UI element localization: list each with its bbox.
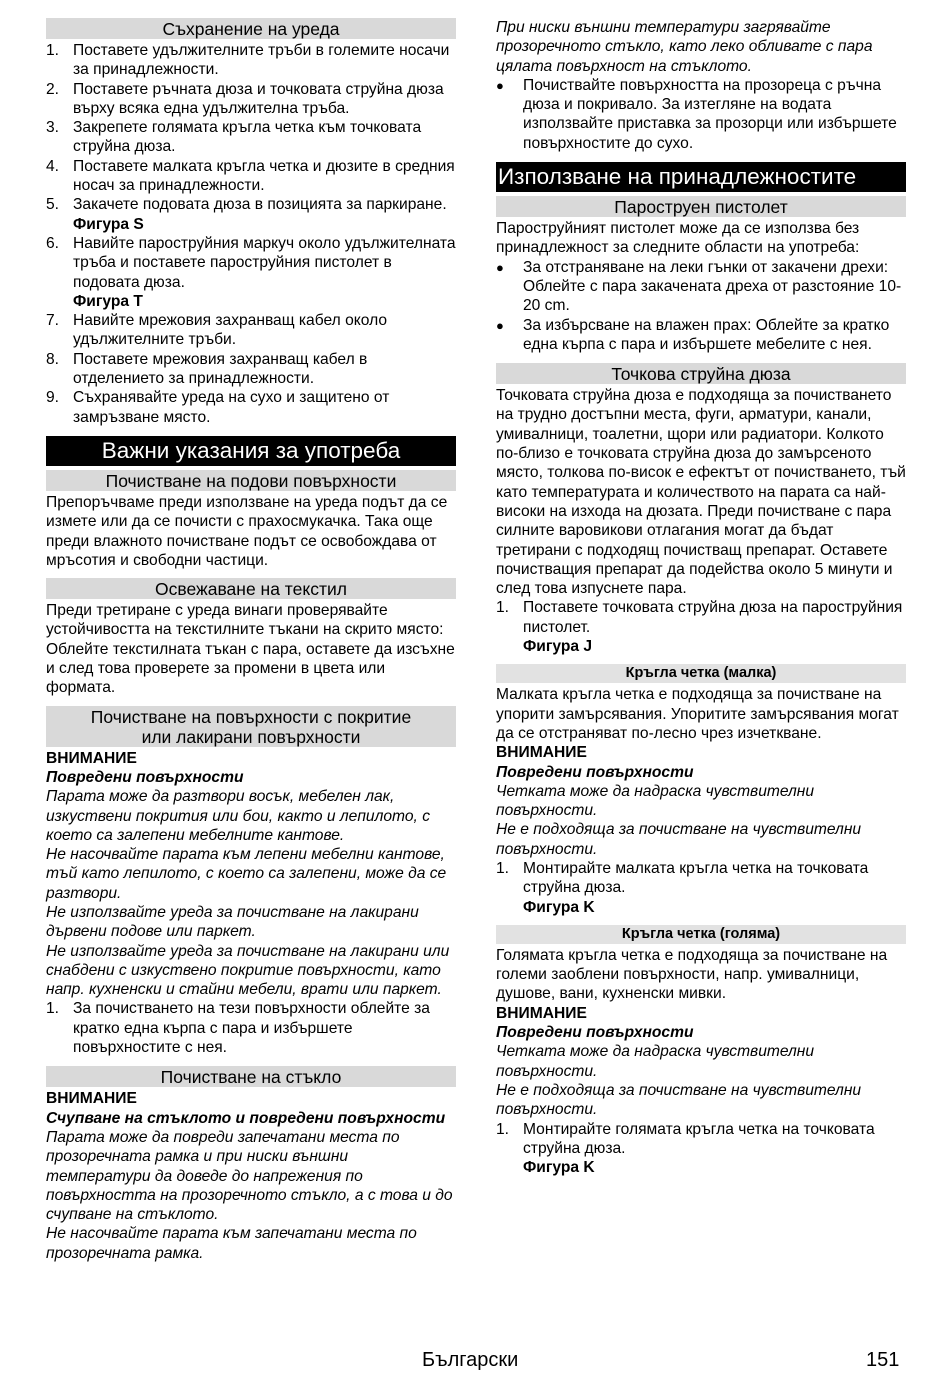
step-number: 1. [496,1120,510,1138]
step-text: Закрепете голямата кръгла четка към точковата струйна дюза. [73,119,422,156]
bullet-text: Почиствайте повърхността на прозореца с ръчна дюза и покривало. За изтегляне на водата използвайте приставка за прозорци или избършете повърхностите до сухо. [523,76,897,152]
step-text: Навийте мрежовия захранващ кабел около удължителните тръби. [73,312,388,349]
step-number: 1. [46,42,60,59]
step-number: 1. [496,599,510,617]
list-item [46,118,456,157]
bullet-item [496,258,906,316]
bullet-icon: ● [496,259,504,275]
section-heading: Почистване на подови повърхности [46,470,456,491]
warning-text: Парата може да повреди запечатани места по прозоречната рамка и при ниски външни температури да доведе до напрежения по повърхността на прозоречното стъкло, а с това и до счупване на стъклото. [46,1128,453,1224]
paragraph: Голямата кръгла четка е подходяща за почистване на големи заоблени повърхности, напр. умивалници, душове, вани, кухненски мивки. [496,946,888,1003]
list-item [46,195,456,214]
list-item [46,350,456,389]
list-item [496,859,906,898]
section-heading: Пароструен пистолет [496,196,906,217]
step-number: 1. [46,1000,60,1018]
warning-text: Парата може да разтвори восък, мебелен лак, изкуствени покрития или бои, както и лепилото, с което са залепени мебелните кантове. [46,788,430,844]
warning-subtitle: Повредени повърхности [46,768,244,786]
paragraph: Препоръчваме преди използване на уреда подът да се изметe или да се почисти с прахосмукачка. Така още преди влажното почистване подът се освобождава от мръсотия и свободни частици. [46,493,448,569]
section-heading: Освежаване на текстил [46,578,456,599]
chapter-heading: Използване на принадлежностите [496,162,906,192]
left-column [46,18,456,1263]
section-heading: Почистване на стъкло [46,1066,456,1087]
page-number: 151 [866,1349,900,1371]
list-item [496,1120,906,1159]
step-text: Поставете удължителните тръби в големите носачи за принадлежности. [73,42,450,79]
warning-text: Не е подходяща за почистване на чувствителни повърхности. [496,821,862,858]
warning-text: Не насочвайте парата към запечатани места по прозоречната рамка. [46,1225,417,1262]
warning-text: Не използвайте уреда за почистване на лакирани дървени подове или паркет. [46,903,419,941]
bullet-icon: ● [496,317,504,333]
warning-label: ВНИМАНИЕ [496,1004,587,1022]
figure-reference: Фигура K [523,898,595,916]
list-item [46,234,456,292]
list-item [46,999,456,1057]
warning-label: ВНИМАНИЕ [46,1090,137,1108]
paragraph: Малката кръгла четка е подходяща за почистване на упорити замърсявания. Упоритите замърсявания могат да се отстраняват по-лесно чрез изчеткване. [496,686,899,742]
warning-text: Четката може да надраска чувствителни повърхности. [496,782,815,820]
warning-text: Четката може да надраска чувствителни повърхности. [496,1043,815,1080]
step-number: 2. [46,80,60,98]
bullet-icon: ● [496,77,504,93]
step-text: Поставете малката кръгла четка и дюзите в средния носач за принадлежности. [73,157,455,195]
step-text: Поставете ръчната дюза и точковата струйна дюза върху всяка една удължителна тръба. [73,80,444,117]
step-number: 3. [46,119,60,137]
paragraph: Преди третиране с уреда винаги проверявайте устойчивостта на текстилните тъкани на скрито място: Облейте текстилната тъкан с пара, оставете да изсъхне и след това проверете за промени в цвета или формата. [46,602,455,697]
warning-text: Не насочвайте парата към лепени мебелни кантове, тъй като лепилото, с което са залепени, може да се разтвори. [46,846,447,902]
chapter-heading: Важни указания за употреба [46,436,456,466]
section-heading [46,706,456,747]
step-number: 6. [46,234,60,252]
footer-language: Български [422,1349,519,1371]
right-column [496,18,906,1177]
paragraph: Точковата струйна дюза е подходяща за почистването на трудно достъпни места, фуги, арматури, канали, умивалници, тоалетни, щори или радиатори. Колкото по-близо е точковата струйна дюза до замърсеното място, толкова по-висок е ефектът от почистването, тъй като температурата и количеството на парата са най-високи на изхода на дюзата. Преди почистване с пара силните варовикови отлагания могат да бъдат третирани с подходящ почистващ препарат. Оставете почистващия препарат да подейства около 5 минути и след това изпуснете пара. [496,387,906,598]
subsection-heading: Кръгла четка (малка) [496,664,906,683]
warning-label: ВНИМАНИЕ [46,749,137,767]
step-number: 4. [46,157,60,175]
figure-reference: Фигура T [73,292,143,310]
step-number: 8. [46,350,60,368]
list-item [496,598,906,637]
step-text: Монтирайте голямата кръгла четка на точковата струйна дюза. [523,1120,875,1157]
step-text: Закачете подовата дюза в позицията за паркиране. [73,196,447,214]
step-text: Поставете мрежовия захранващ кабел в отделението за принадлежности. [73,350,368,388]
list-item [46,311,456,350]
step-text: Монтирайте малката кръгла четка на точковата струйна дюза. [523,859,869,897]
warning-text: При ниски външни температури загрявайте прозоречното стъкло, като леко обливате с пара цялата повърхност на стъклото. [496,19,873,75]
warning-label: ВНИМАНИЕ [496,744,587,762]
warning-subtitle: Повредени повърхности [496,763,694,781]
step-number: 9. [46,389,60,407]
step-text: Навийте пароструйния маркуч около удължителната тръба и поставете пароструйния пистолет в подовата дюза. [73,234,456,291]
bullet-text: За отстраняване на леки гънки от закачени дрехи: Облейте с пара закачената дреха от разстояние 10-20 cm. [523,258,902,315]
step-number: 5. [46,196,60,214]
step-number: 7. [46,312,60,330]
bullet-item [496,316,906,355]
warning-subtitle: Повредени повърхности [496,1024,694,1042]
list-item [46,41,456,80]
paragraph: Пароструйният пистолет може да се използва без принадлежност за следните области на употреба: [496,220,860,257]
warning-text: Не е подходяща за почистване на чувствителни повърхности. [496,1081,862,1119]
bullet-text: За избърсване на влажен прах: Облейте за кратко една кърпа с пара и избършете мебелите с нея. [523,316,890,353]
section-heading: Съхранение на уреда [46,18,456,39]
list-item [46,157,456,196]
section-heading-line: Почистване на повърхности с покритие [90,706,412,727]
warning-subtitle: Счупване на стъклото и повредени повърхности [46,1109,446,1127]
step-number: 1. [496,859,510,877]
warning-text: Не използвайте уреда за почистване на лакирани или снабдени с изкуствено покритие повърхности, като напр. кухненски и стайни мебели, врати или паркет. [46,942,450,999]
step-text: Поставете точковата струйна дюза на пароструйния пистолет. [523,599,903,636]
step-text: Съхранявайте уреда на сухо и защитено от замръзване място. [73,389,390,426]
list-item [46,388,456,427]
figure-reference: Фигура J [523,638,593,656]
section-heading: Точкова струйна дюза [496,363,906,384]
section-heading-line: или лакирани повърхности [141,726,361,747]
step-text: За почистването на тези повърхности облейте за кратко една кърпа с пара и избършете повърхностите с нея. [73,1000,430,1057]
subsection-heading: Кръгла четка (голяма) [496,925,906,944]
figure-reference: Фигура K [523,1159,595,1177]
list-item [46,80,456,119]
figure-reference: Фигура S [73,215,144,233]
bullet-item [496,76,906,153]
